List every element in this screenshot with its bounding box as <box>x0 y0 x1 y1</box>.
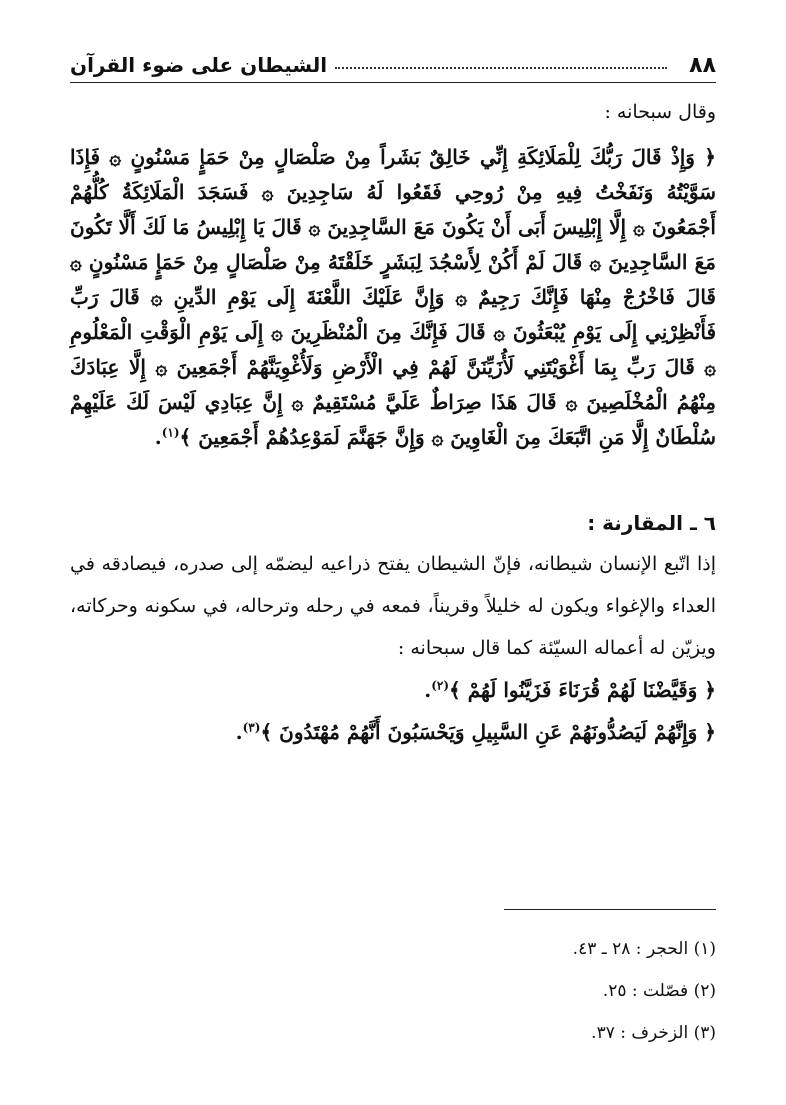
page-header <box>70 48 716 83</box>
footnotes <box>70 928 716 1054</box>
footnote-item: (٣) الزخرف : ٣٧. <box>591 1023 716 1043</box>
header-dot-leader <box>335 67 667 69</box>
verse-end-mark: . <box>235 720 243 744</box>
close-bracket-ornament: ﴾ <box>449 678 461 702</box>
verse-line <box>70 711 716 753</box>
verse-text: وَقَيَّضْنَا لَهُمْ قُرَنَاءَ فَزَيَّنُوا لَهُمْ <box>467 678 698 702</box>
page-body <box>70 92 716 753</box>
footnote-divider <box>504 909 716 910</box>
intro-line: وقال سبحانه : <box>604 101 716 123</box>
open-bracket-ornament: ﴿ <box>704 720 716 744</box>
open-bracket-ornament: ﴿ <box>704 145 717 169</box>
open-bracket-ornament: ﴿ <box>704 678 716 702</box>
footnote-ref[interactable]: (٣) <box>242 720 261 735</box>
footnote-ref[interactable]: (٢) <box>431 678 450 693</box>
running-title: الشيطان على ضوء القرآن <box>70 53 328 77</box>
section-heading: ٦ ـ المقارنة : <box>587 511 716 535</box>
quran-passage-text: وَإِذْ قَالَ رَبُّكَ لِلْمَلَائِكَةِ إِنِّي خَالِقٌ بَشَراً مِنْ صَلْصَالٍ مِنْ حَمَإٍ مَسْنُونٍ ۞ فَإِذَا سَوَّيْتُهُ وَنَفَخْتُ فِيهِ مِنْ رُوحِي فَقَعُوا لَهُ سَاجِدِينَ ۞ فَسَجَدَ الْمَلَائِكَةُ كُلُّهُمْ أَجْمَعُونَ ۞ إِلَّا إِبْلِيسَ أَبَى أَنْ يَكُونَ مَعَ السَّاجِدِينَ ۞ قَالَ يَا إِبْلِيسُ مَا لَكَ أَلَّا تَكُونَ مَعَ السَّاجِدِينَ ۞ قَالَ لَمْ أَكُنْ لِأَسْجُدَ لِبَشَرٍ خَلَقْتَهُ مِنْ صَلْصَالٍ مِنْ حَمَإٍ مَسْنُونٍ ۞ قَالَ فَاخْرُجْ مِنْهَا فَإِنَّكَ رَجِيمٌ ۞ وَإِنَّ عَلَيْكَ اللَّعْنَةَ إِلَى يَوْمِ الدِّينِ ۞ قَالَ رَبِّ فَأَنْظِرْنِي إِلَى يَوْمِ يُبْعَثُونَ ۞ قَالَ فَإِنَّكَ مِنَ الْمُنْظَرِينَ ۞ إِلَى يَوْمِ الْوَقْتِ الْمَعْلُومِ ۞ قَالَ رَبِّ بِمَا أَغْوَيْتَنِي لَأُزَيِّنَنَّ لَهُمْ فِي الْأَرْضِ وَلَأُغْوِيَنَّهُمْ أَجْمَعِينَ ۞ إِلَّا عِبَادَكَ مِنْهُمُ الْمُخْلَصِينَ ۞ قَالَ هَذَا صِرَاطٌ عَلَيَّ مُسْتَقِيمٌ ۞ إِنَّ عِبَادِي لَيْسَ لَكَ عَلَيْهِمْ سُلْطَانٌ إِلَّا مَنِ اتَّبَعَكَ مِنَ الْغَاوِينَ ۞ وَإِنَّ جَهَنَّمَ لَمَوْعِدُهُمْ أَجْمَعِينَ <box>70 145 716 449</box>
verse-end-mark: . <box>424 678 432 702</box>
verse-line <box>70 669 716 711</box>
close-bracket-ornament: ﴾ <box>260 720 273 744</box>
section-paragraph: إذا اتّبع الإنسان شيطانه، فإنّ الشيطان يفتح ذراعيه ليضمّه إلى صدره، فيصادقه في العداء والإغواء ويكون له خليلاً وقريناً، فمعه في رحله وترحاله، في سكونه وحركاته، ويزيّن له أعماله السيّئة كما قال سبحانه : <box>70 553 716 659</box>
footnote-item: (١) الحجر : ٢٨ ـ ٤٣. <box>572 939 716 959</box>
passage-end-mark: . <box>154 425 162 449</box>
close-bracket-ornament: ﴾ <box>179 425 192 449</box>
verse-text: وَإِنَّهُمْ لَيَصُدُّونَهُمْ عَنِ السَّبِيلِ وَيَحْسَبُونَ أَنَّهُمْ مُهْتَدُونَ <box>279 720 698 744</box>
footnote-item: (٢) فصّلت : ٢٥. <box>602 981 716 1001</box>
quran-passage <box>70 140 716 455</box>
footnote-ref[interactable]: (١) <box>161 425 180 440</box>
page-number: ٨٨ <box>689 52 716 78</box>
